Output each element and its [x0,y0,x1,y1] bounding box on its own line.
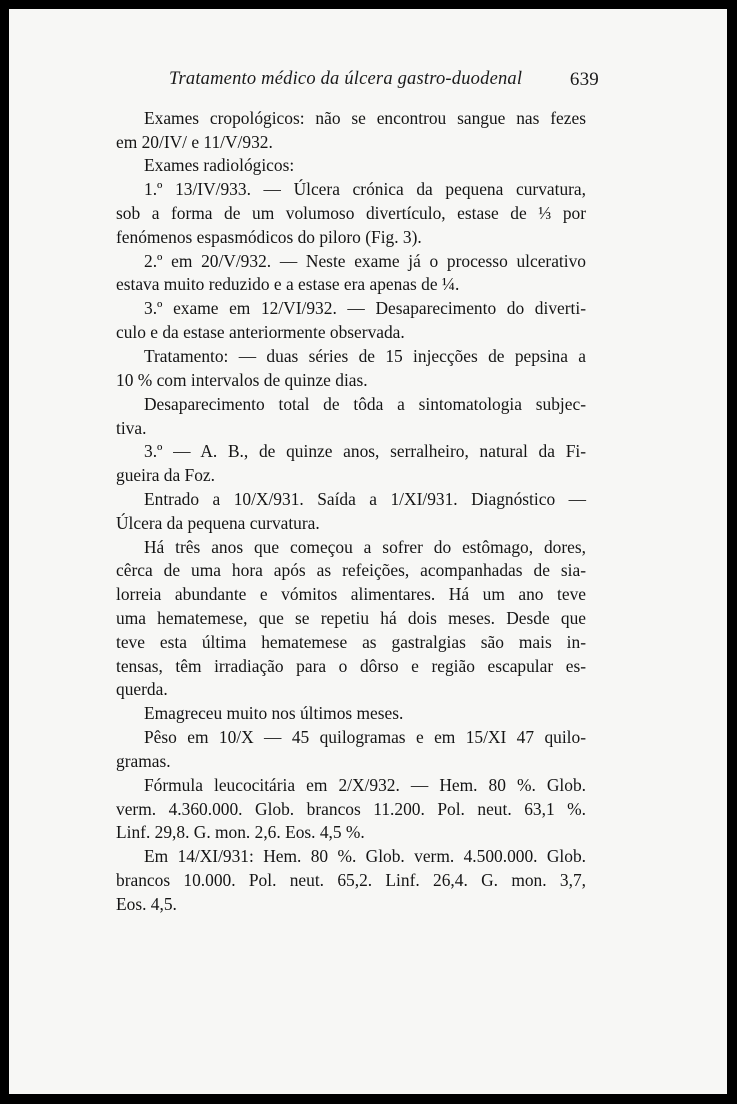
text-line: fenómenos espasmódicos do piloro (Fig. 3). [116,227,422,247]
text-line: Há três anos que começou a sofrer do estômago, dores, [144,537,586,557]
text-line: em 20/IV/ e 11/V/932. [116,132,273,152]
text-line: gueira da Foz. [116,465,215,485]
text-line: culo e da estase anteriormente observada. [116,322,405,342]
text-line: 1.º 13/IV/933. — Úlcera crónica da pequena curvatura, [144,179,586,199]
text-line: 3.º — A. B., de quinze anos, serralheiro, natural da Fi- [144,441,586,461]
text-line: estava muito reduzido e a estase era apenas de ¼. [116,274,460,294]
text-line: Pêso em 10/X — 45 quilogramas e em 15/XI 47 quilo- [144,727,586,747]
book-page [9,9,727,1094]
text-line: tiva. [116,418,147,438]
running-title: Tratamento médico da úlcera gastro-duodenal [169,69,523,89]
text-line: Emagreceu muito nos últimos meses. [144,703,404,723]
text-line: Desaparecimento total de tôda a sintomatologia subjec- [144,394,586,414]
text-line: Úlcera da pequena curvatura. [116,513,320,533]
text-line: 3.º exame em 12/VI/932. — Desaparecimento do diverti- [144,298,586,318]
text-line: uma hematemese, que se repetiu há dois meses. Desde que [116,608,586,628]
text-line: 10 % com intervalos de quinze dias. [116,370,368,390]
page-number: 639 [569,69,599,90]
text-line: Tratamento: — duas séries de 15 injecções de pepsina a [144,346,586,366]
text-line: teve esta última hematemese as gastralgias são mais in- [116,632,586,652]
text-line: lorreia abundante e vómitos alimentares. Há um ano teve [116,584,586,604]
running-header [169,69,609,90]
text-line: Em 14/XI/931: Hem. 80 %. Glob. verm. 4.500.000. Glob. [144,846,586,866]
text-line: sob a forma de um volumoso divertículo, estase de ⅓ por [116,203,586,223]
text-line: Exames radiológicos: [144,155,295,175]
text-line: verm. 4.360.000. Glob. brancos 11.200. Pol. neut. 63,1 %. [116,799,586,819]
text-line: Exames cropológicos: não se encontrou sangue nas fezes [144,108,586,128]
text-line: tensas, têm irradiação para o dôrso e região escapular es- [116,656,586,676]
text-line: 2.º em 20/V/932. — Neste exame já o processo ulcerativo [144,251,586,271]
text-line: querda. [116,679,168,699]
text-line: Entrado a 10/X/931. Saída a 1/XI/931. Diagnóstico — [144,489,586,509]
text-line: gramas. [116,751,171,771]
text-line: Linf. 29,8. G. mon. 2,6. Eos. 4,5 %. [116,822,365,842]
text-line: brancos 10.000. Pol. neut. 65,2. Linf. 26,4. G. mon. 3,7, [116,870,586,890]
text-line: Fórmula leucocitária em 2/X/932. — Hem. 80 %. Glob. [144,775,586,795]
text-line: Eos. 4,5. [116,894,177,914]
text-line: cêrca de uma hora após as refeições, acompanhadas de sia- [116,560,586,580]
